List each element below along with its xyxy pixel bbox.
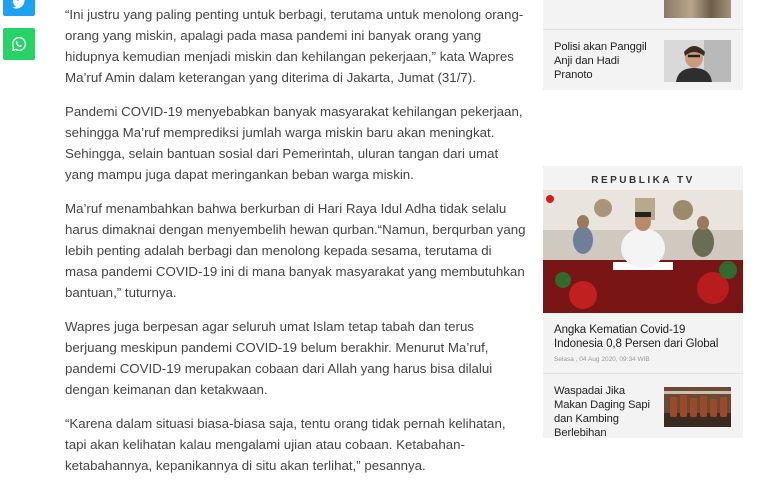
article-paragraph: Ma’ruf menambahkan bahwa berkurban di Hari Raya Idul Adha tidak selalu harus dimaknai dengan menyembelih hewan qurban.“Namun, berqurban yang lebih penting adalah berbagi dan menolong kepada sesama, terutama di masa pandemi COVID-19 ini di mana banyak masyarakat yang membutuhkan bantuan,” tuturnya. <box>65 201 526 300</box>
republika-tv-panel <box>543 166 743 438</box>
news-thumbnail[interactable] <box>664 0 731 18</box>
article-body <box>65 4 527 489</box>
video-title[interactable]: Angka Kematian Covid-19 Indonesia 0,8 Persen dari Global <box>554 324 719 350</box>
twitter-share-button[interactable] <box>3 0 35 16</box>
twitter-icon <box>12 0 26 9</box>
news-thumbnail[interactable] <box>664 40 731 82</box>
video-meta: Selasa , 04 Aug 2020, 09:34 WIB <box>554 356 650 363</box>
section-label: REPUBLIKA TV <box>591 175 695 186</box>
related-news-panel <box>543 0 743 90</box>
divider <box>543 373 743 374</box>
video-thumbnail[interactable] <box>543 190 743 313</box>
article-paragraph: “Ini justru yang paling penting untuk berbagi, terutama untuk menolong orang-orang yang miskin, apalagi pada masa pandemi ini banyak orang yang hidupnya kemudian menjadi miskin dan kehilangan pekerjaan,” kata Wapres Ma’ruf Amin dalam keterangan yang diterima di Jakarta, Jumat (31/7). <box>65 7 524 85</box>
food-photo-icon <box>664 387 731 427</box>
video-scene-icon <box>543 190 743 313</box>
whatsapp-icon <box>11 36 27 52</box>
person-photo-icon <box>664 40 731 82</box>
whatsapp-share-button[interactable] <box>3 28 35 60</box>
divider <box>543 29 743 30</box>
article-paragraph: Wapres juga berpesan agar seluruh umat Islam tetap tabah dan terus berjuang meskipun pandemi COVID-19 belum berakhir. Menurut Ma’ruf, pandemi COVID-19 merupakan cobaan dari Allah yang harus bisa dilalui dengan keimanan dan ketakwaan. <box>65 319 493 397</box>
news-title[interactable]: Polisi akan Panggil Anji dan Hadi Pranoto <box>554 41 647 81</box>
article-paragraph: Pandemi COVID-19 menyebabkan banyak masyarakat kehilangan pekerjaan, sehingga Ma’ruf memprediksi jumlah warga miskin baru akan meningkat. Sehingga, selain bantuan sosial dari Pemerintah, uluran tangan dari umat yang mampu juga dapat meringankan beban warga miskin. <box>65 104 523 182</box>
news-title[interactable]: Waspadai Jika Makan Daging Sapi dan Kambing Berlebihan <box>554 385 650 439</box>
news-thumbnail[interactable] <box>664 387 731 427</box>
article-paragraph: “Karena dalam situasi biasa-biasa saja, tentu orang tidak pernah kelihatan, tapi akan kelihatan kalau mengalami ujian atau cobaan. Ketabahan-ketabahannya, kepanikannya di situ akan terlihat,” pesannya. <box>65 416 506 473</box>
